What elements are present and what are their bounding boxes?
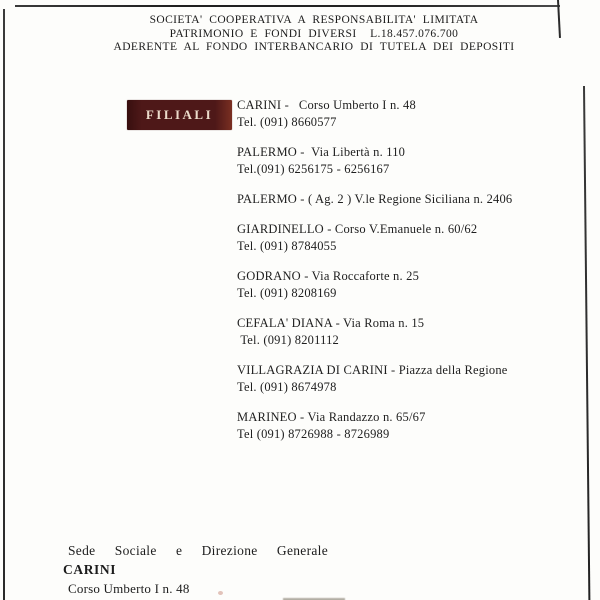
branch-tel: Tel. (091) 8674978 bbox=[237, 380, 337, 394]
company-legal-header bbox=[0, 14, 600, 55]
head-office-city: CARINI bbox=[63, 562, 117, 577]
filiali-label-box bbox=[127, 100, 232, 130]
branch-tel: Tel. (091) 8784055 bbox=[237, 239, 337, 253]
branch-title: PALERMO - ( Ag. 2 ) V.le Regione Siciliana n. 2406 bbox=[237, 192, 513, 206]
branch-title: VILLAGRAZIA DI CARINI - Piazza della Regione bbox=[237, 363, 508, 377]
scan-border-top bbox=[15, 5, 560, 7]
branch-title: GODRANO - Via Roccaforte n. 25 bbox=[237, 269, 420, 283]
branch-title: CARINI - Corso Umberto I n. 48 bbox=[237, 98, 416, 112]
branch-title: PALERMO - Via Libertà n. 110 bbox=[237, 145, 406, 159]
head-office-section bbox=[0, 541, 420, 598]
header-line-deposit-fund: ADERENTE AL FONDO INTERBANCARIO DI TUTELA DEI DEPOSITI bbox=[113, 41, 515, 53]
branch-title: CEFALA' DIANA - Via Roma n. 15 bbox=[237, 316, 425, 330]
branch-entry-villagrazia bbox=[237, 362, 567, 396]
branch-entry-marineo bbox=[237, 409, 567, 443]
branch-tel: Tel. (091) 8201112 bbox=[237, 333, 339, 347]
branch-entry-godrano bbox=[237, 268, 567, 302]
branch-tel: Tel (091) 8726988 - 8726989 bbox=[237, 427, 390, 441]
branch-tel: Tel. (091) 8660577 bbox=[237, 115, 337, 129]
branch-title: MARINEO - Via Randazzo n. 65/67 bbox=[237, 410, 426, 424]
head-office-address: Corso Umberto I n. 48 bbox=[68, 581, 190, 596]
header-line-capital: PATRIMONIO E FONDI DIVERSI L.18.457.076.700 bbox=[169, 27, 459, 40]
branch-entry-carini bbox=[237, 97, 567, 131]
branch-list bbox=[237, 97, 567, 456]
header-line-company-type: SOCIETA' COOPERATIVA A RESPONSABILITA' LIMITATA bbox=[149, 14, 479, 26]
branch-title: GIARDINELLO - Corso V.Emanuele n. 60/62 bbox=[237, 222, 478, 236]
scan-border-left bbox=[3, 9, 5, 600]
branch-entry-giardinello bbox=[237, 221, 567, 255]
scan-border-right bbox=[583, 86, 590, 600]
branch-tel: Tel. (091) 8208169 bbox=[237, 286, 337, 300]
branch-entry-palermo-ag2 bbox=[237, 191, 567, 208]
head-office-heading: Sede Sociale e Direzione Generale bbox=[68, 543, 329, 558]
branch-entry-cefala-diana bbox=[237, 315, 567, 349]
filiali-label-text: FILIALI bbox=[145, 107, 214, 122]
branch-tel: Tel.(091) 6256175 - 6256167 bbox=[237, 162, 390, 176]
branch-entry-palermo bbox=[237, 144, 567, 178]
